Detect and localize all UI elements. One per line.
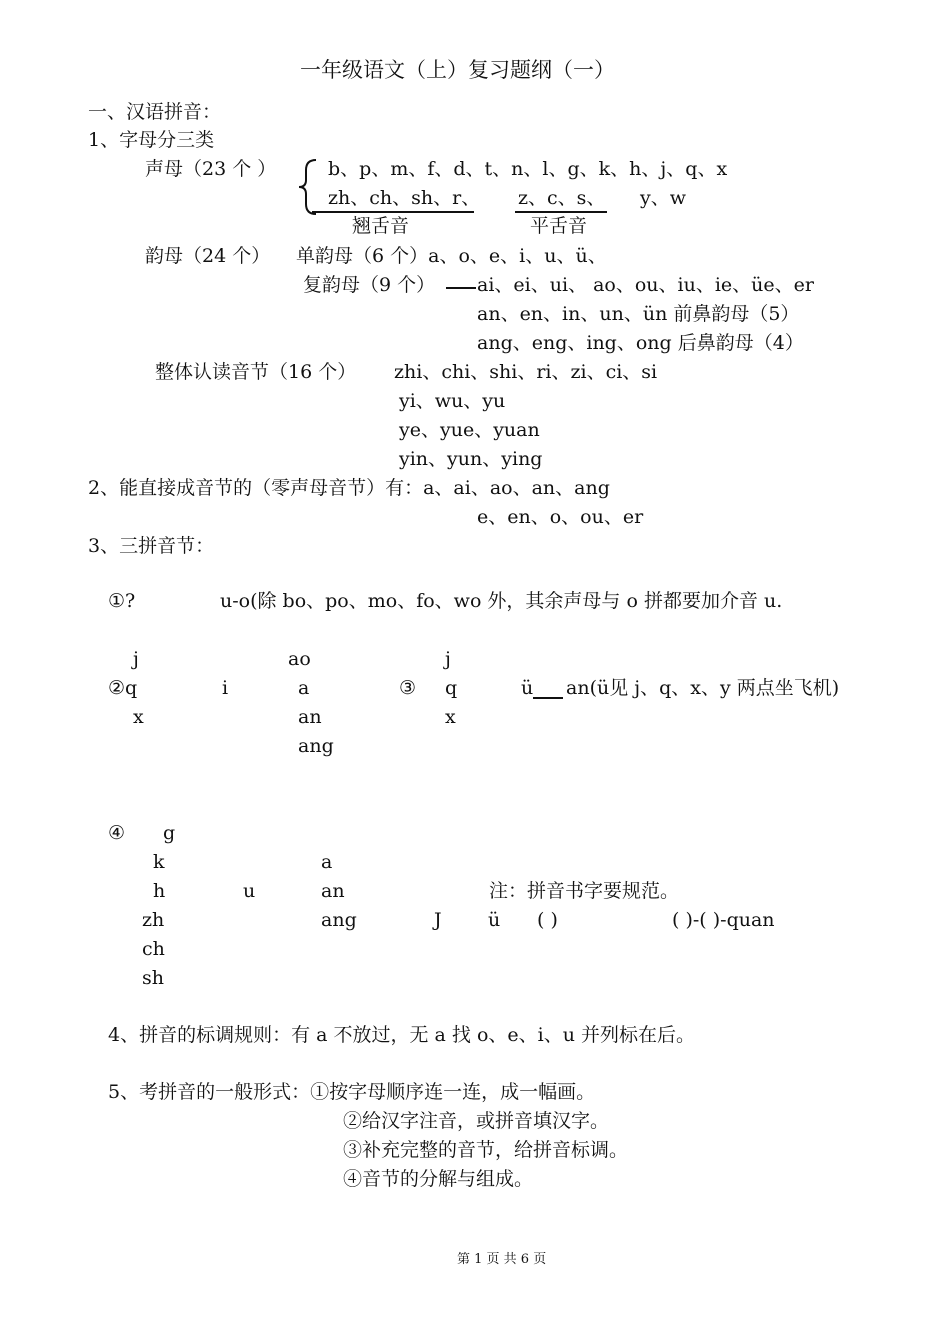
sanpin-4-zh: zh: [142, 909, 165, 931]
sanpin-4-g: g: [163, 822, 176, 844]
sanpin-4-sh: sh: [142, 967, 164, 989]
item-5-form-4: ④音节的分解与组成。: [343, 1168, 534, 1190]
pingshe-label: 平舌音: [530, 215, 588, 237]
yunmu-label: 韵母（24 个）: [145, 245, 271, 267]
sanpin-4-J: J: [434, 909, 442, 931]
item-2-row2: e、en、o、ou、er: [477, 506, 644, 528]
shengmu-row2a: zh、ch、sh、r、: [328, 187, 481, 209]
sanpin-4-u2: ü: [488, 909, 501, 931]
sanpin-4-ang: ang: [321, 909, 357, 931]
sanpin-4-ch: ch: [142, 938, 165, 960]
item-4-rule: 4、拼音的标调规则：有 a 不放过，无 a 找 o、e、i、u 并列标在后。: [108, 1024, 695, 1046]
shengmu-row2b: z、c、s、: [518, 187, 606, 209]
sanpin-3-q: q: [445, 677, 458, 699]
sanpin-4-blank1: ( ): [537, 909, 558, 931]
sanpin-1-number: ①?: [108, 590, 136, 612]
sanpin-4-a: a: [321, 851, 333, 873]
page-title: 一年级语文（上）复习题纲（一）: [300, 58, 615, 82]
sanpin-4-blank2: ( )-( )-quan: [672, 909, 775, 931]
qiaoshe-label: 翘舌音: [352, 215, 410, 237]
sanpin-3-blank: [533, 697, 563, 699]
sanpin-2-ang: ang: [298, 735, 334, 757]
yunmu-fu-list: ai、ei、ui、 ao、ou、iu、ie、üe、er: [477, 274, 814, 296]
section-heading: 一、汉语拼音：: [88, 101, 222, 123]
zhengti-label: 整体认读音节（16 个）: [155, 361, 357, 383]
zhengti-row2: yi、wu、yu: [399, 390, 506, 412]
sanpin-3-rule: an(ü见 j、q、x、y 两点坐飞机): [566, 677, 840, 699]
sanpin-1-rule: u-o(除 bo、po、mo、fo、wo 外，其余声母与 o 拼都要加介音 u.: [220, 590, 783, 612]
sanpin-4-number: ④: [108, 822, 126, 844]
sanpin-2-x: x: [133, 706, 144, 728]
item-2-heading: 2、能直接成音节的（零声母音节）有：a、ai、ao、an、ang: [88, 477, 610, 499]
sanpin-2-q: ②q: [108, 677, 138, 699]
sanpin-4-an: an: [321, 880, 345, 902]
item-5-form-3: ③补充完整的音节，给拼音标调。: [343, 1139, 629, 1161]
yunmu-dan: 单韵母（6 个）a、o、e、i、u、ü、: [296, 245, 607, 267]
sanpin-2-j: j: [133, 648, 139, 670]
item-5-form-2: ②给汉字注音，或拼音填汉字。: [343, 1110, 610, 1132]
page-footer: 第 1 页 共 6 页: [457, 1252, 547, 1267]
zhengti-row4: yin、yun、ying: [399, 448, 543, 470]
fu-dash: [446, 287, 476, 289]
zhengti-row3: ye、yue、yuan: [399, 419, 540, 441]
sanpin-4-note: 注：拼音书字要规范。: [489, 880, 680, 902]
sanpin-2-i: i: [222, 677, 229, 699]
yunmu-qianbi: an、en、in、un、ün 前鼻韵母（5）: [477, 303, 800, 325]
sanpin-3-u: ü: [521, 677, 534, 699]
sanpin-4-k: k: [153, 851, 165, 873]
zhengti-row1: zhi、chi、shi、ri、zi、ci、si: [394, 361, 658, 383]
sanpin-3-j: j: [445, 648, 451, 670]
shengmu-label: 声母（23 个 ）: [145, 158, 277, 180]
yunmu-fu-label: 复韵母（9 个）: [303, 274, 436, 296]
item-1-heading: 1、字母分三类: [88, 129, 215, 151]
brace-icon: [296, 158, 318, 216]
sanpin-4-u: u: [243, 880, 256, 902]
sanpin-4-h: h: [153, 880, 166, 902]
pingshe-underline: [515, 211, 607, 213]
yunmu-houbi: ang、eng、ing、ong 后鼻韵母（4）: [477, 332, 804, 354]
sanpin-3-x: x: [445, 706, 456, 728]
item-5-heading: 5、考拼音的一般形式：①按字母顺序连一连，成一幅画。: [108, 1081, 596, 1103]
shengmu-row1: b、p、m、f、d、t、n、l、g、k、h、j、q、x: [328, 158, 728, 180]
sanpin-2-an: an: [298, 706, 322, 728]
sanpin-2-ao: ao: [288, 648, 311, 670]
sanpin-3-number: ③: [399, 677, 417, 699]
sanpin-2-a: a: [298, 677, 310, 699]
item-3-heading: 3、三拼音节：: [88, 535, 215, 557]
qiaoshe-underline: [312, 211, 474, 213]
shengmu-row2c: y、w: [640, 187, 686, 209]
